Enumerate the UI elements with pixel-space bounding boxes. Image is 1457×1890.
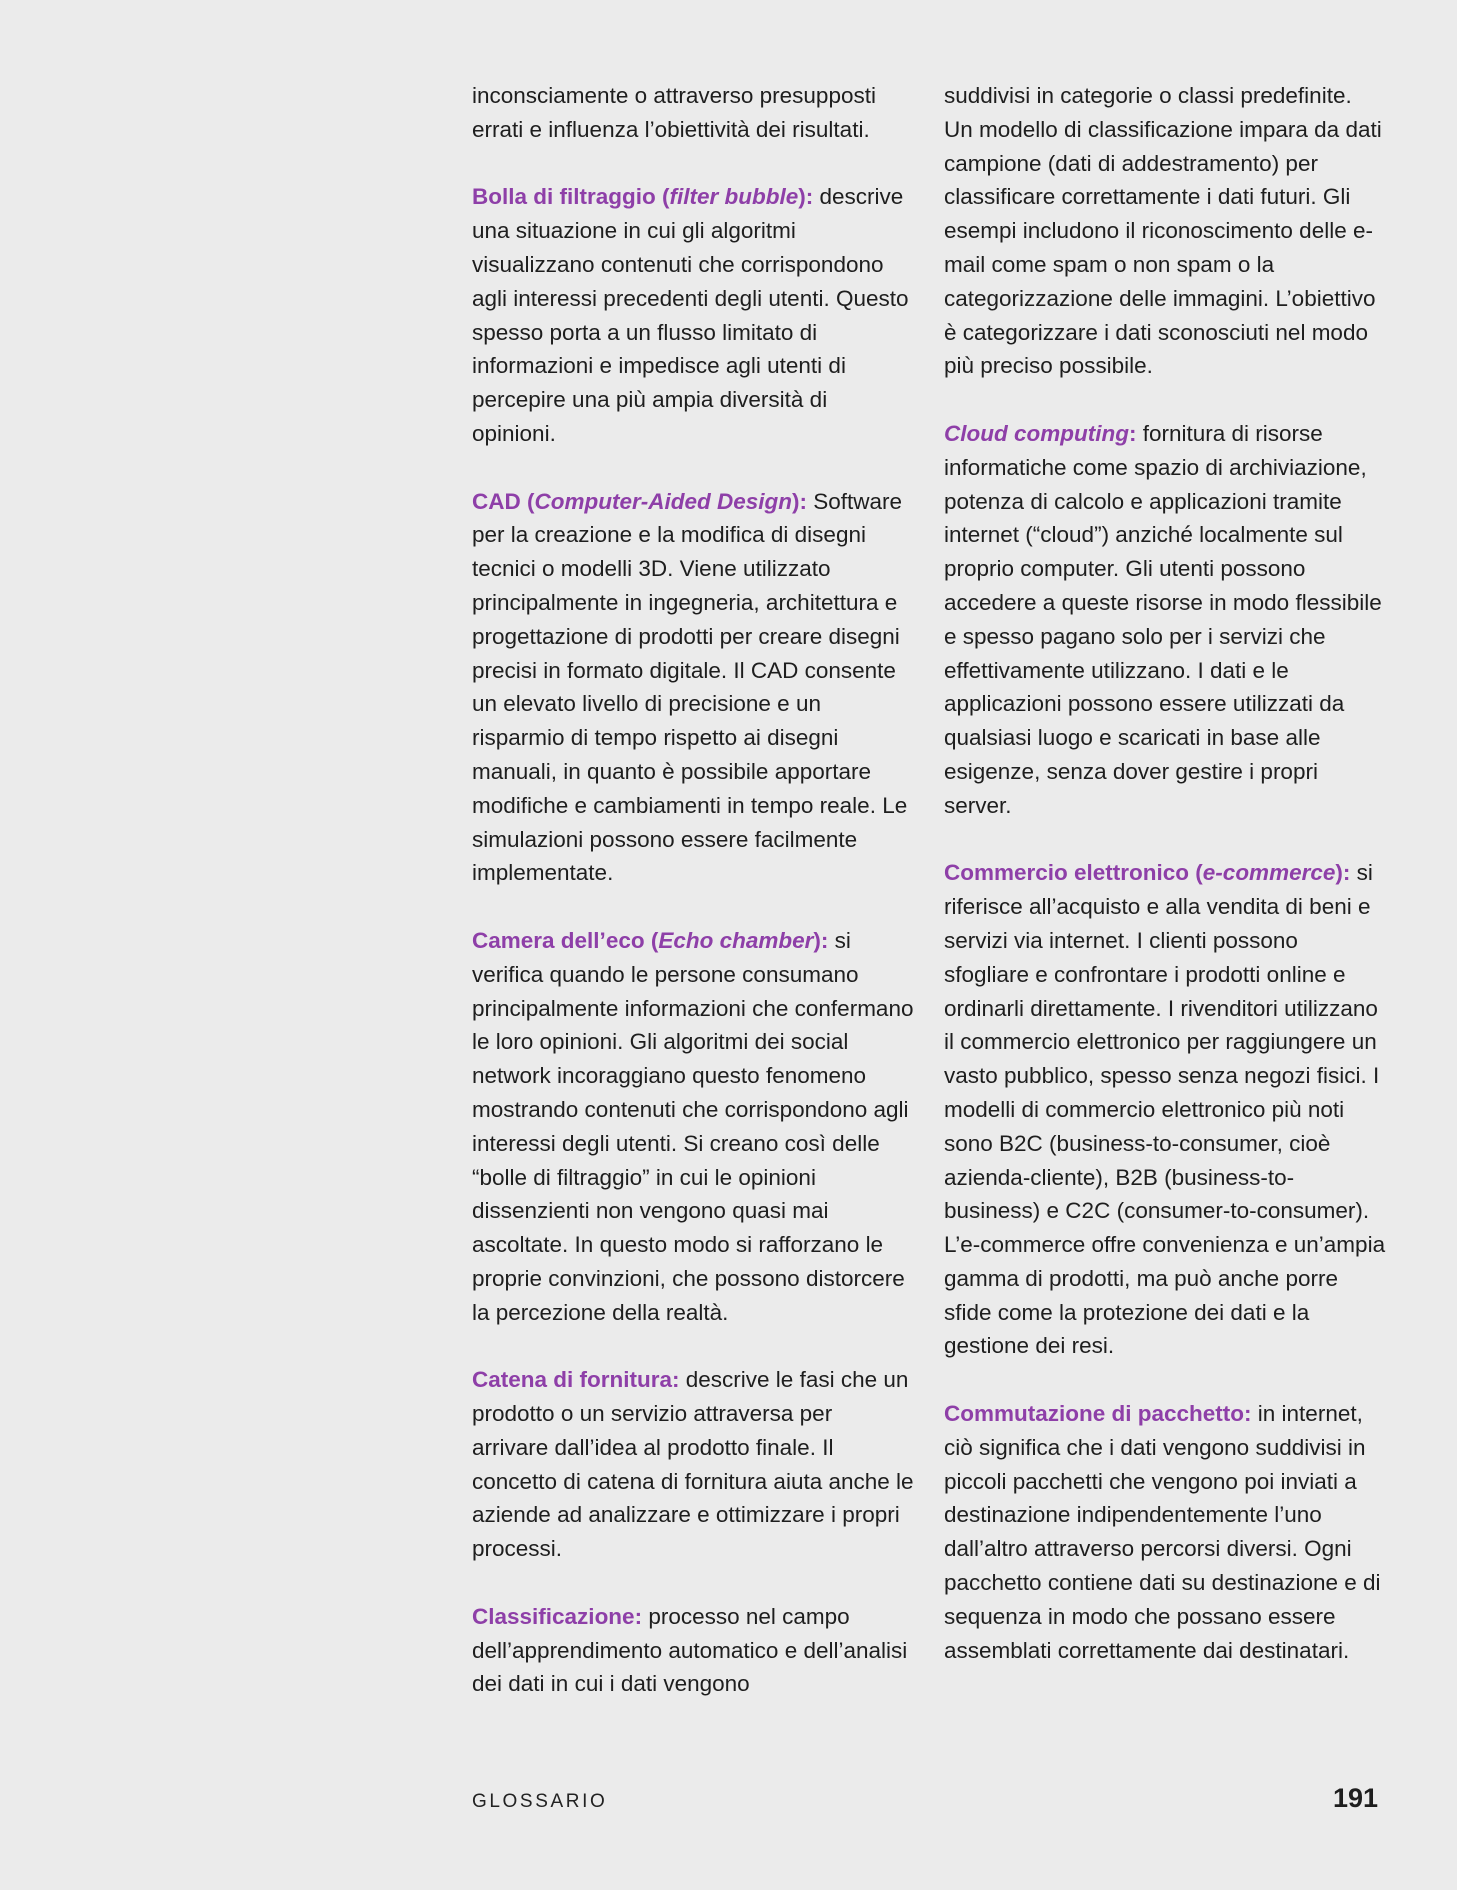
definition-cad: Software per la creazione e la modifica di disegni tecnici o modelli 3D. Viene utilizzato principalmente in ingegneria, architettura e progettazione di prodotti per creare disegni precisi in formato digitale. Il CAD consente un elevato livello di precisione e un risparmio di tempo rispetto ai disegni manuali, in quanto è possibile apportare modifiche e cambiamenti in tempo reale. Le simulazioni possono essere facilmente implementate. (472, 488, 908, 886)
term-classification: Classificazione: (472, 1603, 643, 1629)
entry-filter-bubble (472, 180, 914, 450)
entry-supply-chain (472, 1363, 914, 1566)
definition-ecommerce: si riferisce all’acquisto e alla vendita di beni e servizi via internet. I clienti possono sfogliare e confrontare i prodotti online e ordinarli direttamente. I rivenditori utilizzano il commercio elettronico per raggiungere un vasto pubblico, spesso senza negozi fisici. I modelli di commercio elettronico più noti sono B2C (business-to-consumer, cioè azienda-cliente), B2B (business-to-business) e C2C (consumer-to-consumer). L’e-commerce offre convenienza e un’ampia gamma di prodotti, ma può anche porre sfide come la protezione dei dati e la gestione dei resi. (944, 860, 1386, 1359)
term-cloud-computing-b: : (1128, 420, 1137, 446)
entry-echo-chamber (472, 924, 914, 1330)
continued-text-right: suddivisi in categorie o classi predefinite. Un modello di classificazione impara da dati campione (dati di addestramento) per classificare correttamente i dati futuri. Gli esempi includono il riconoscimento delle e-mail come spam o non spam o la categorizzazione delle immagini. L’obiettivo è categorizzare i dati sconosciuti nel modo più preciso possibile. (944, 83, 1382, 379)
definition-filter-bubble: descrive una situazione in cui gli algoritmi visualizzano contenuti che corrispondono agli interessi precedenti degli utenti. Questo spesso porta a un flusso limitato di informazioni e impedisce agli utenti di percepire una più ampia diversità di opinioni. (472, 184, 909, 446)
footer-section-label: GLOSSARIO (472, 1791, 608, 1812)
term-filter-bubble-a: Bolla di filtraggio ( (472, 184, 670, 210)
term-cloud-computing-a: Cloud computing (944, 420, 1129, 446)
entry-cloud-computing (944, 417, 1386, 823)
right-column (944, 79, 1386, 1701)
term-echo-chamber-b: Echo chamber (658, 927, 814, 953)
continued-entry-text (472, 79, 914, 147)
continued-classification-text (944, 79, 1386, 383)
term-filter-bubble-b: filter bubble (669, 184, 799, 210)
term-cad-c: ): (792, 488, 808, 514)
term-packet-switching: Commutazione di pacchetto: (944, 1401, 1252, 1427)
entry-packet-switching (944, 1397, 1386, 1667)
term-ecommerce-c: ): (1335, 860, 1351, 886)
entry-classification (472, 1600, 914, 1701)
page-number: 191 (1332, 1783, 1378, 1813)
term-echo-chamber-a: Camera dell’eco ( (472, 927, 659, 953)
term-echo-chamber-c: ): (813, 927, 829, 953)
term-cad-b: Computer-Aided Design (534, 488, 793, 514)
definition-echo-chamber: si verifica quando le persone consumano principalmente informazioni che confermano le loro opinioni. Gli algoritmi dei social network incoraggiano questo fenomeno mostrando contenuti che corrispondono agli interessi degli utenti. Si creano così delle “bolle di filtraggio” in cui le opinioni dissenzienti non vengono quasi mai ascoltate. In questo modo si rafforzano le proprie convinzioni, che possono distorcere la percezione della realtà. (472, 927, 914, 1325)
definition-classification: processo nel campo dell’apprendimento automatico e dell’analisi dei dati in cui i dati vengono (472, 1603, 908, 1697)
definition-supply-chain: descrive le fasi che un prodotto o un servizio attraversa per arrivare dall’idea al prodotto finale. Il concetto di catena di fornitura aiuta anche le aziende ad analizzare e ottimizzare i propri processi. (472, 1367, 914, 1562)
term-filter-bubble-c: ): (798, 184, 814, 210)
term-cad-a: CAD ( (472, 488, 535, 514)
term-supply-chain: Catena di fornitura: (472, 1367, 680, 1393)
left-column (472, 79, 914, 1735)
entry-cad (472, 485, 914, 891)
term-ecommerce-b: e-commerce (1202, 860, 1336, 886)
definition-cloud-computing: fornitura di risorse informatiche come spazio di archiviazione, potenza di calcolo e applicazioni tramite internet (“cloud”) anziché localmente sul proprio computer. Gli utenti possono accedere a queste risorse in modo flessibile e spesso pagano solo per i servizi che effettivamente utilizzano. I dati e le applicazioni possono essere utilizzati da qualsiasi luogo e scaricati in base alle esigenze, senza dover gestire i propri server. (944, 420, 1382, 818)
term-ecommerce-a: Commercio elettronico ( (944, 860, 1203, 886)
continued-text: inconsciamente o attraverso presupposti errati e influenza l’obiettività dei risultati. (472, 83, 876, 142)
definition-packet-switching: in internet, ciò significa che i dati vengono suddivisi in piccoli pacchetti che vengono poi inviati a destinazione indipendentemente l’uno dall’altro attraverso percorsi diversi. Ogni pacchetto contiene dati su destinazione e di sequenza in modo che possano essere assemblati correttamente dai destinatari. (944, 1401, 1381, 1663)
entry-ecommerce (944, 856, 1386, 1363)
